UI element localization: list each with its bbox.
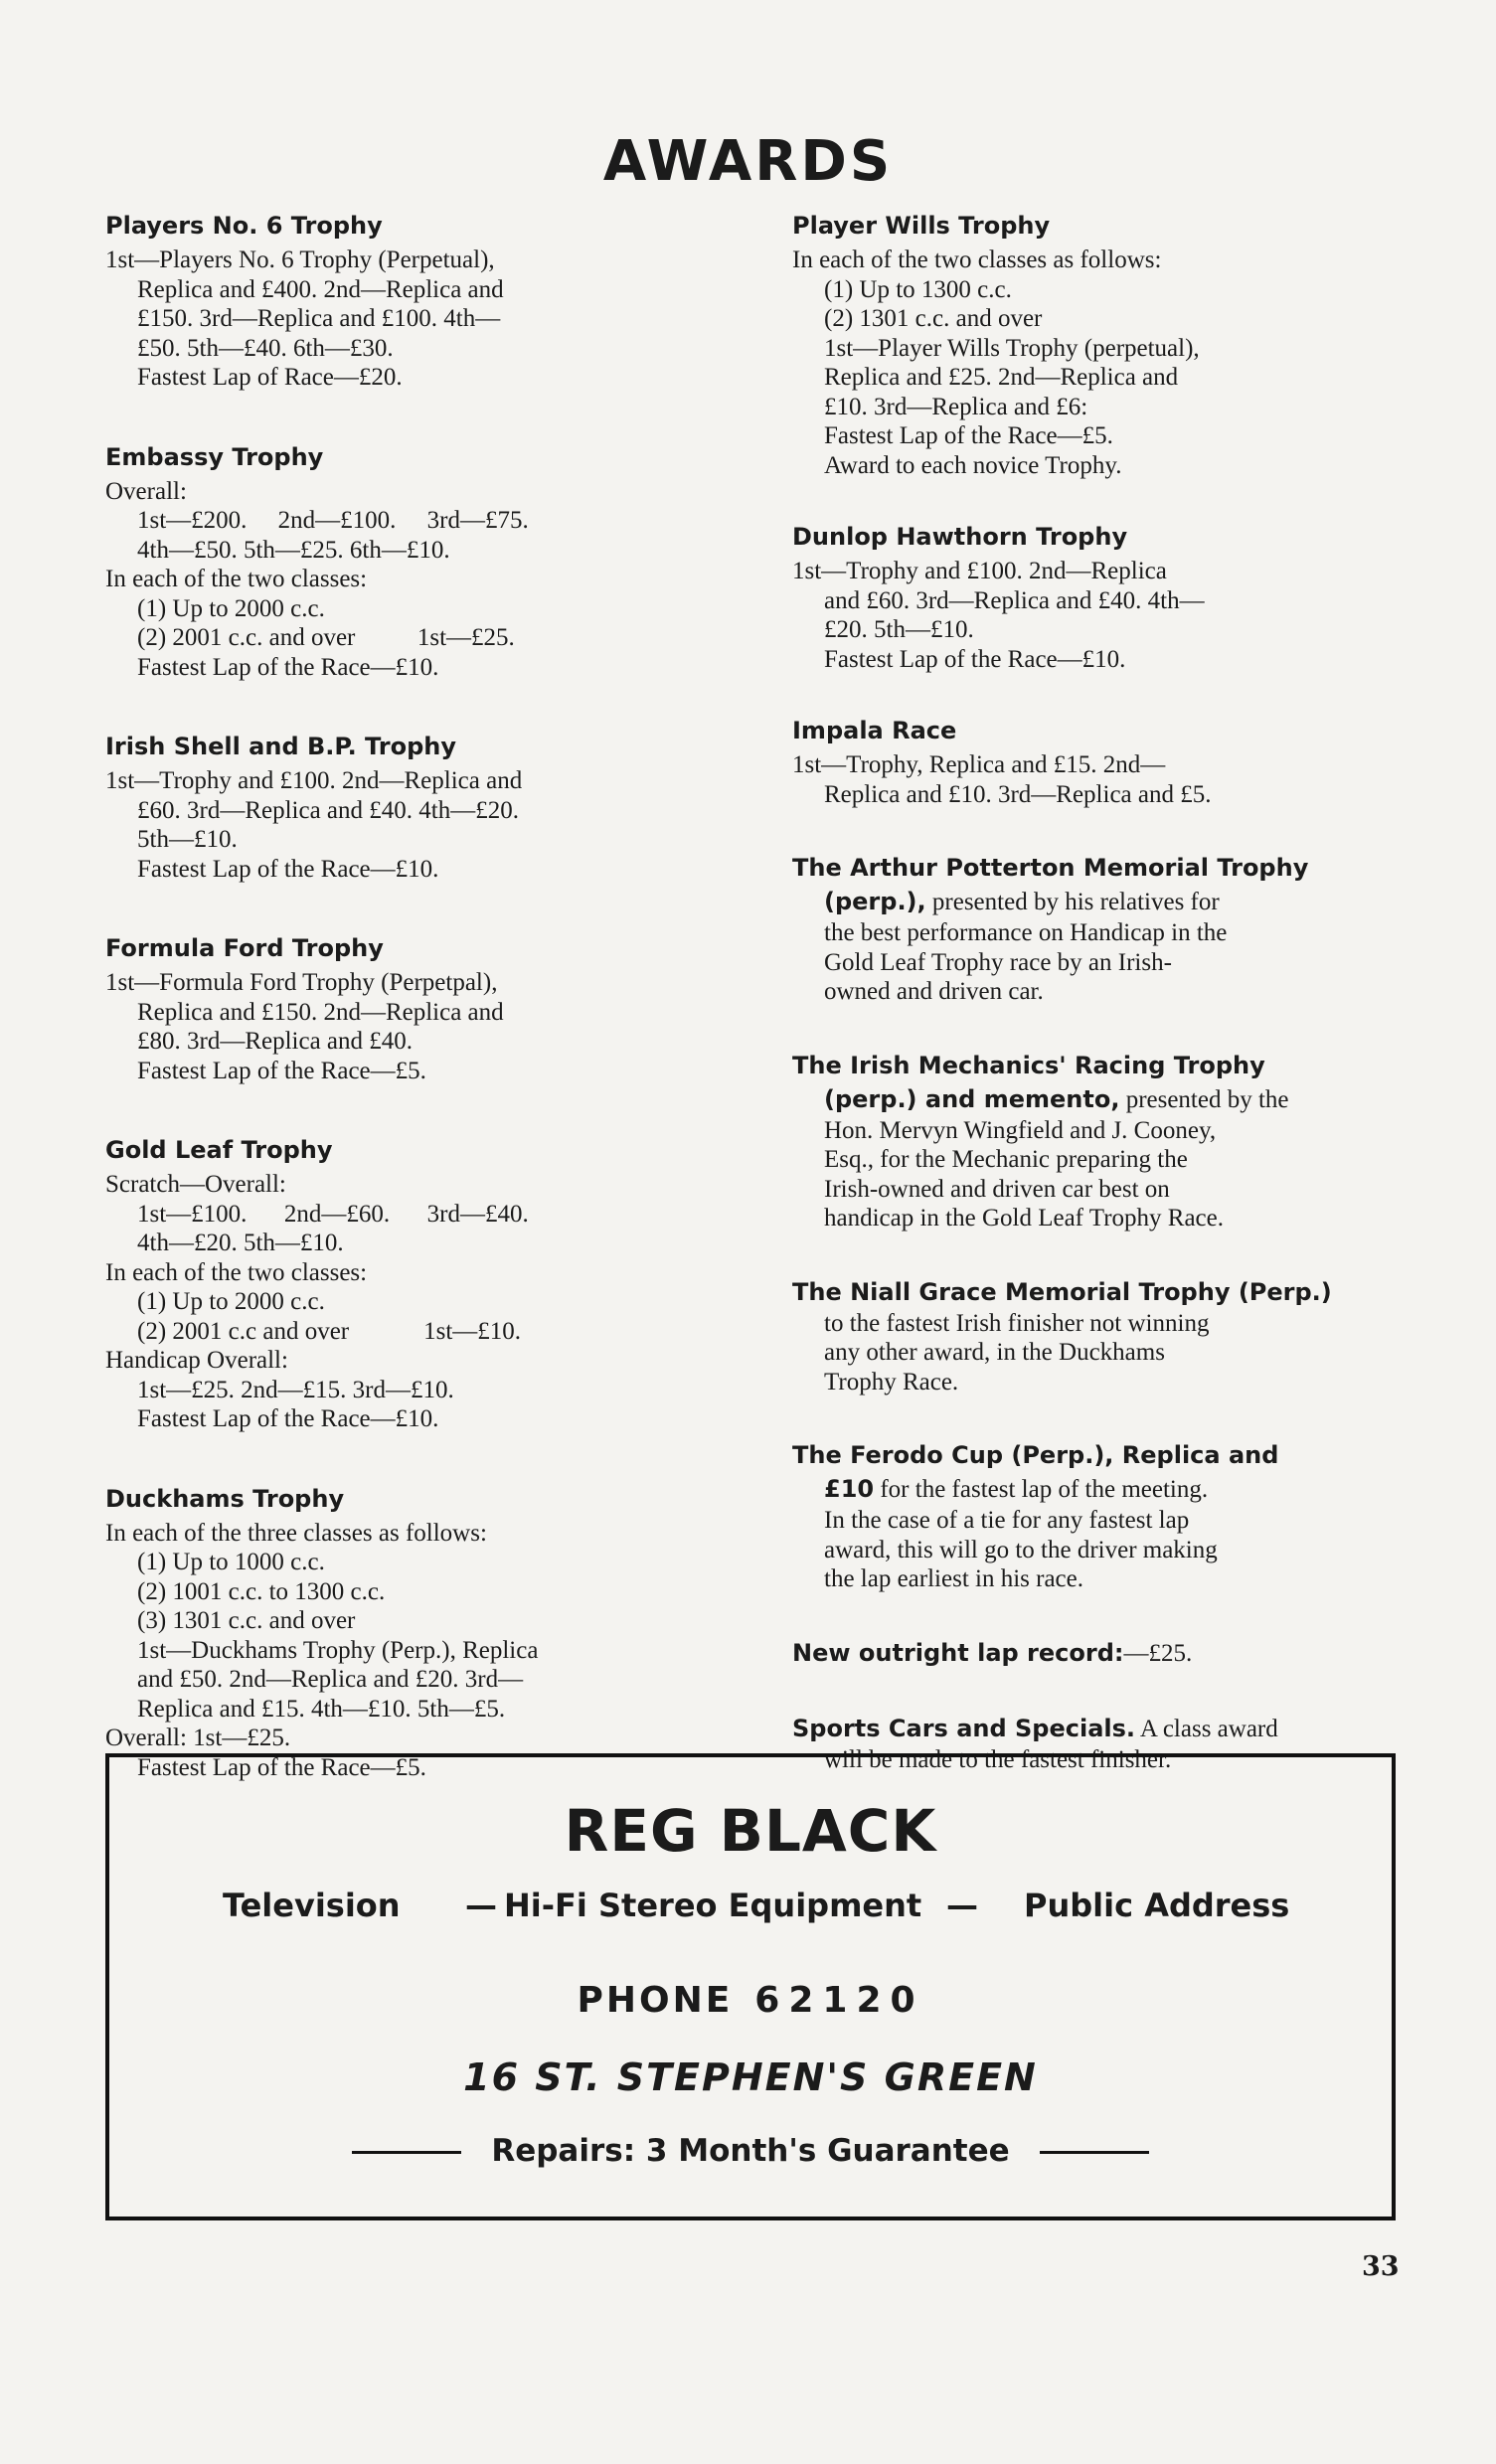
award-inline-heading: The Niall Grace Memorial Trophy (Perp.) — [792, 1277, 1332, 1306]
award-line: 4th—£50. 5th—£25. 6th—£10. — [137, 536, 450, 564]
award-paragraph-line — [792, 1082, 1392, 1116]
award-line: £60. 3rd—Replica and £40. 4th—£20. — [137, 796, 519, 824]
rule-right — [1040, 2151, 1149, 2154]
award-line: Fastest Lap of Race—£20. — [137, 364, 403, 391]
award-entry — [105, 442, 704, 683]
award-line: 1st—£100. 2nd—£60. 3rd—£40. — [137, 1200, 529, 1228]
award-paragraph-line: Trophy Race. — [824, 1368, 959, 1396]
award-line: Replica and £150. 2nd—Replica and — [137, 998, 504, 1026]
award-paragraph-line: owned and driven car. — [824, 978, 1044, 1005]
award-paragraph-line: to the fastest Irish finisher not winning — [824, 1309, 1210, 1337]
award-line: Fastest Lap of the Race—£5. — [137, 1753, 426, 1781]
award-line: Handicap Overall: — [105, 1347, 288, 1374]
award-line: Replica and £400. 2nd—Replica and — [137, 275, 504, 303]
left-column — [105, 211, 704, 1832]
page-number: 33 — [1362, 2251, 1400, 2282]
award-inline-heading: The Ferodo Cup (Perp.), Replica and — [792, 1441, 1279, 1469]
award-line: Replica and £25. 2nd—Replica and — [824, 364, 1179, 391]
award-line: In each of the three classes as follows: — [105, 1519, 487, 1547]
award-line: £80. 3rd—Replica and £40. — [137, 1028, 414, 1055]
award-entry — [105, 933, 704, 1085]
phone-label: PHONE — [577, 1980, 734, 2021]
award-heading: Gold Leaf Trophy — [105, 1136, 333, 1164]
award-line: 1st—£25. 2nd—£15. 3rd—£10. — [137, 1376, 454, 1403]
award-line: Overall: 1st—£25. — [105, 1725, 291, 1751]
award-inline-heading: The Arthur Potterton Memorial Trophy — [792, 854, 1309, 882]
award-inline-text: for the fastest lap of the meeting. — [874, 1476, 1209, 1503]
award-line: (2) 2001 c.c. and over 1st—£25. — [137, 624, 515, 651]
award-paragraph-line: Hon. Mervyn Wingfield and J. Cooney, — [824, 1116, 1217, 1144]
service-public-address: Public Address — [1024, 1887, 1290, 1924]
award-heading: Players No. 6 Trophy — [105, 212, 383, 240]
award-inline-heading: New outright lap record: — [792, 1638, 1124, 1667]
award-line: Replica and £15. 4th—£10. 5th—£5. — [137, 1695, 506, 1723]
service-separator: — — [946, 1887, 978, 1924]
page-title: AWARDS — [602, 129, 894, 194]
award-line: and £50. 2nd—Replica and £20. 3rd— — [137, 1666, 524, 1693]
award-paragraph — [792, 1438, 1392, 1594]
award-paragraph-line: award, this will go to the driver making — [824, 1536, 1218, 1563]
award-line: Fastest Lap of the Race—£5. — [137, 1057, 426, 1084]
award-paragraph-line: In the case of a tie for any fastest lap — [824, 1507, 1190, 1534]
award-line: Fastest Lap of the Race—£10. — [824, 645, 1126, 673]
award-entry — [105, 732, 704, 884]
award-line: (1) Up to 1300 c.c. — [824, 275, 1012, 303]
award-inline-text: A class award — [1135, 1715, 1278, 1742]
award-paragraph-line — [792, 851, 1392, 885]
award-inline-heading: £10 — [824, 1475, 875, 1503]
award-line: Fastest Lap of the Race—£10. — [137, 653, 439, 681]
award-line: Overall: — [105, 477, 187, 505]
award-line: 1st—Trophy and £100. 2nd—Replica — [792, 558, 1167, 584]
award-paragraph — [792, 1636, 1392, 1670]
award-entry — [105, 211, 704, 393]
award-heading: Player Wills Trophy — [792, 212, 1051, 240]
award-line: £150. 3rd—Replica and £100. 4th— — [137, 305, 501, 332]
award-heading: Dunlop Hawthorn Trophy — [792, 523, 1128, 551]
award-line: Fastest Lap of the Race—£10. — [137, 855, 439, 883]
award-paragraph-line: Gold Leaf Trophy race by an Irish- — [824, 948, 1172, 976]
advert-address: 16 ST. STEPHEN'S GREEN — [463, 2055, 1038, 2099]
reg-black-advert — [105, 1753, 1396, 2220]
award-inline-text: —£25. — [1123, 1639, 1193, 1667]
award-entry — [105, 1484, 704, 1783]
award-entry — [792, 211, 1392, 480]
award-heading: Formula Ford Trophy — [105, 934, 384, 962]
award-line: Scratch—Overall: — [105, 1171, 286, 1198]
award-line: 1st—Players No. 6 Trophy (Perpetual), — [105, 246, 495, 273]
award-line: In each of the two classes: — [105, 1258, 368, 1286]
award-paragraph-line: will be made to the fastest finisher. — [824, 1745, 1172, 1773]
award-line: £20. 5th—£10. — [824, 616, 974, 643]
award-inline-heading: (perp.) and memento, — [824, 1084, 1120, 1113]
award-paragraph-line — [792, 1049, 1392, 1082]
award-line: (2) 2001 c.c and over 1st—£10. — [137, 1317, 522, 1345]
service-hifi: Hi-Fi Stereo Equipment — [504, 1887, 922, 1924]
award-line: (1) Up to 1000 c.c. — [137, 1549, 325, 1575]
phone-number: 62120 — [754, 1980, 924, 2021]
award-line: 1st—Duckhams Trophy (Perp.), Replica — [137, 1636, 539, 1664]
award-line: 1st—£200. 2nd—£100. 3rd—£75. — [137, 507, 529, 534]
award-inline-text: presented by his relatives for — [925, 889, 1220, 915]
award-heading: Irish Shell and B.P. Trophy — [105, 733, 457, 760]
award-line: 1st—Trophy, Replica and £15. 2nd— — [792, 751, 1166, 778]
service-separator: — — [465, 1887, 497, 1924]
award-inline-heading: (perp.), — [824, 888, 926, 915]
repairs-text: Repairs: 3 Month's Guarantee — [491, 2133, 1010, 2169]
advert-phone — [109, 1980, 1392, 2021]
award-line: 1st—Player Wills Trophy (perpetual), — [824, 334, 1200, 362]
award-line: Fastest Lap of the Race—£10. — [137, 1405, 439, 1432]
advert-name: REG BLACK — [564, 1797, 937, 1865]
award-line: £10. 3rd—Replica and £6: — [824, 393, 1088, 420]
award-heading: Embassy Trophy — [105, 442, 324, 471]
award-paragraph-line — [792, 1636, 1392, 1670]
award-line: In each of the two classes as follows: — [792, 246, 1162, 273]
award-line: In each of the two classes: — [105, 566, 368, 592]
right-column — [792, 211, 1392, 1816]
award-paragraph-line — [792, 1438, 1392, 1472]
award-paragraph-line — [792, 1472, 1392, 1506]
award-line: Replica and £10. 3rd—Replica and £5. — [824, 780, 1212, 808]
award-line: £50. 5th—£40. 6th—£30. — [137, 334, 394, 362]
award-inline-heading: Sports Cars and Specials. — [792, 1714, 1136, 1742]
award-inline-heading: The Irish Mechanics' Racing Trophy — [792, 1051, 1265, 1079]
award-paragraph-line: the best performance on Handicap in the — [824, 919, 1228, 946]
award-paragraph-line: handicap in the Gold Leaf Trophy Race. — [824, 1205, 1224, 1232]
award-line: Award to each novice Trophy. — [824, 451, 1122, 479]
award-paragraph-line — [792, 885, 1392, 918]
award-line: (2) 1001 c.c. to 1300 c.c. — [137, 1577, 386, 1605]
award-line: 4th—£20. 5th—£10. — [137, 1230, 344, 1256]
award-paragraph — [792, 1049, 1392, 1233]
award-line: 1st—Trophy and £100. 2nd—Replica and — [105, 767, 523, 794]
award-line: Fastest Lap of the Race—£5. — [824, 422, 1113, 449]
award-paragraph — [792, 851, 1392, 1007]
award-line: and £60. 3rd—Replica and £40. 4th— — [824, 586, 1205, 614]
award-paragraph-line: Irish-owned and driven car best on — [824, 1175, 1170, 1203]
award-paragraph-line: the lap earliest in his race. — [824, 1565, 1083, 1592]
award-paragraph-line: any other award, in the Duckhams — [824, 1339, 1165, 1366]
award-line: (1) Up to 2000 c.c. — [137, 594, 325, 622]
award-paragraph-line — [792, 1712, 1392, 1745]
award-entry — [792, 716, 1392, 809]
award-heading: Duckhams Trophy — [105, 1484, 345, 1513]
award-line: 1st—Formula Ford Trophy (Perpetpal), — [105, 969, 498, 996]
award-heading: Impala Race — [792, 717, 957, 744]
award-paragraph-line — [792, 1275, 1392, 1309]
award-line: 5th—£10. — [137, 826, 238, 853]
award-line: (1) Up to 2000 c.c. — [137, 1288, 325, 1315]
award-line: (3) 1301 c.c. and over — [137, 1607, 356, 1634]
award-paragraph-line: Esq., for the Mechanic preparing the — [824, 1146, 1188, 1173]
award-entry — [792, 522, 1392, 674]
award-entry — [105, 1135, 704, 1434]
award-line: (2) 1301 c.c. and over — [824, 305, 1043, 332]
service-television: Television — [223, 1887, 401, 1924]
advert-repairs — [109, 2133, 1392, 2169]
award-paragraph — [792, 1275, 1392, 1397]
rule-left — [352, 2151, 461, 2154]
award-inline-text: presented by the — [1119, 1085, 1289, 1113]
